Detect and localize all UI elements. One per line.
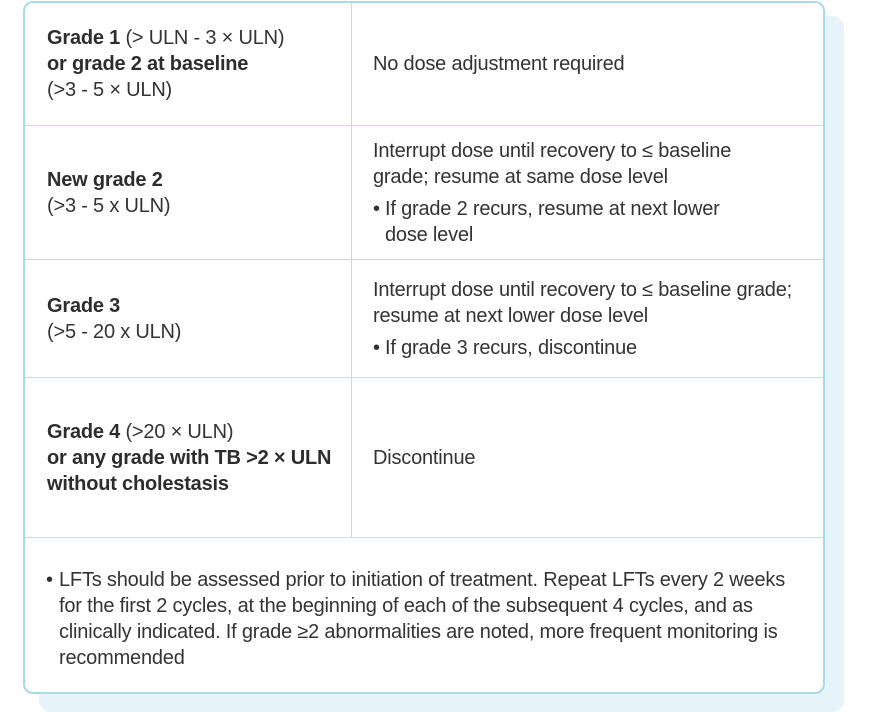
grade-range: (>3 - 5 × ULN) (47, 79, 173, 101)
grade-cell (25, 378, 352, 537)
bullet-marker: • (373, 197, 380, 220)
action-cell (352, 3, 823, 125)
grade-label: Grade 3 (47, 294, 121, 317)
action-cell (352, 378, 823, 537)
action-text: Interrupt dose until recovery to ≤ baseline grade; resume at next lower dose level (373, 278, 792, 327)
grade-range: (>5 - 20 x ULN) (47, 320, 182, 343)
bullet-text: If grade 3 recurs, discontinue (385, 336, 637, 359)
action-text: No dose adjustment required (373, 53, 625, 75)
table-row-grade-1 (25, 3, 823, 126)
action-cell (352, 260, 823, 377)
table-row-new-grade-2 (25, 126, 823, 260)
bullet-marker: • (46, 569, 53, 591)
grade-cell (25, 260, 352, 377)
footnote (25, 538, 823, 671)
action-text: Discontinue (373, 446, 476, 469)
grade-cell (25, 126, 352, 259)
grade-label: New grade 2 (47, 168, 163, 191)
footnote-text: LFTs should be assessed prior to initiation of treatment. Repeat LFTs every 2 weeks for the first 2 cycles, at the beginning of each of the subsequent 4 cycles, and as clinically indicated. If grade ≥2 abnormalities are noted, more frequent monitoring is recommended (59, 569, 785, 669)
bullet-text: If grade 2 recurs, resume at next lower dose level (385, 197, 720, 246)
table-row-grade-3 (25, 260, 823, 378)
grade-range: (>3 - 5 x ULN) (47, 194, 171, 217)
grade-detail: (> ULN - 3 × ULN) (120, 27, 285, 49)
dose-modification-table (23, 1, 825, 694)
grade-detail: (>20 × ULN) (120, 420, 234, 443)
grade-extra: or any grade with TB >2 × ULN without cholestasis (47, 446, 332, 495)
grade-label-line (47, 25, 351, 51)
grade-extra: or grade 2 at baseline (47, 53, 249, 75)
action-bullet (373, 196, 783, 248)
action-text: Interrupt dose until recovery to ≤ baseline grade; resume at same dose level (373, 139, 732, 188)
action-bullet (373, 335, 821, 361)
grade-cell (25, 3, 352, 125)
table-row-grade-4 (25, 378, 823, 538)
grade-label: Grade 4 (47, 420, 121, 443)
footnote-bullet (46, 567, 793, 671)
action-cell (352, 126, 823, 259)
bullet-marker: • (373, 336, 380, 359)
grade-label: Grade 1 (47, 27, 121, 49)
grade-label-line (47, 419, 343, 445)
